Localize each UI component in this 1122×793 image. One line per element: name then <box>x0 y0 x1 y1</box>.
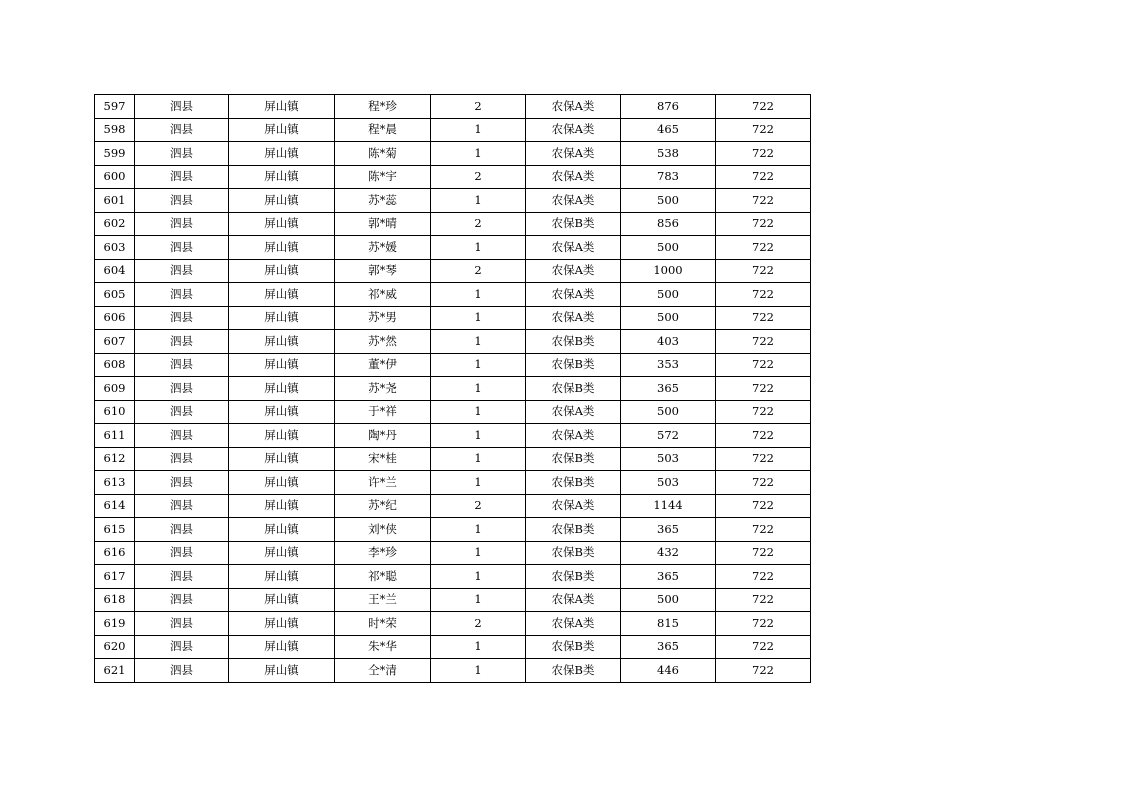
household-count-cell: 1 <box>431 635 526 659</box>
county-cell: 泗县 <box>135 447 229 471</box>
insurance-type-cell: 农保A类 <box>526 306 621 330</box>
table-row <box>95 259 811 283</box>
table-row <box>95 635 811 659</box>
insurance-type-cell: 农保A类 <box>526 424 621 448</box>
county-cell: 泗县 <box>135 283 229 307</box>
county-cell: 泗县 <box>135 588 229 612</box>
town-cell: 屏山镇 <box>229 118 335 142</box>
name-cell: 许*兰 <box>335 471 431 495</box>
name-cell: 朱*华 <box>335 635 431 659</box>
insurance-type-cell: 农保B类 <box>526 471 621 495</box>
county-cell: 泗县 <box>135 165 229 189</box>
county-cell: 泗县 <box>135 635 229 659</box>
town-cell: 屏山镇 <box>229 588 335 612</box>
row-number-cell: 603 <box>95 236 135 260</box>
household-count-cell: 2 <box>431 95 526 119</box>
name-cell: 李*珍 <box>335 541 431 565</box>
county-cell: 泗县 <box>135 142 229 166</box>
table-row <box>95 659 811 683</box>
name-cell: 苏*蕊 <box>335 189 431 213</box>
household-count-cell: 1 <box>431 518 526 542</box>
county-cell: 泗县 <box>135 612 229 636</box>
standard-cell: 722 <box>716 588 811 612</box>
town-cell: 屏山镇 <box>229 612 335 636</box>
row-number-cell: 604 <box>95 259 135 283</box>
town-cell: 屏山镇 <box>229 377 335 401</box>
town-cell: 屏山镇 <box>229 330 335 354</box>
row-number-cell: 616 <box>95 541 135 565</box>
household-count-cell: 1 <box>431 189 526 213</box>
name-cell: 郭*晴 <box>335 212 431 236</box>
row-number-cell: 609 <box>95 377 135 401</box>
standard-cell: 722 <box>716 377 811 401</box>
household-count-cell: 1 <box>431 377 526 401</box>
table-row <box>95 471 811 495</box>
row-number-cell: 610 <box>95 400 135 424</box>
name-cell: 苏*媛 <box>335 236 431 260</box>
household-count-cell: 1 <box>431 400 526 424</box>
row-number-cell: 602 <box>95 212 135 236</box>
county-cell: 泗县 <box>135 424 229 448</box>
table-row <box>95 377 811 401</box>
county-cell: 泗县 <box>135 494 229 518</box>
table-row <box>95 612 811 636</box>
name-cell: 董*伊 <box>335 353 431 377</box>
town-cell: 屏山镇 <box>229 471 335 495</box>
town-cell: 屏山镇 <box>229 565 335 589</box>
amount-cell: 500 <box>621 588 716 612</box>
name-cell: 宋*桂 <box>335 447 431 471</box>
town-cell: 屏山镇 <box>229 142 335 166</box>
town-cell: 屏山镇 <box>229 635 335 659</box>
standard-cell: 722 <box>716 565 811 589</box>
amount-cell: 856 <box>621 212 716 236</box>
row-number-cell: 612 <box>95 447 135 471</box>
town-cell: 屏山镇 <box>229 400 335 424</box>
standard-cell: 722 <box>716 635 811 659</box>
amount-cell: 783 <box>621 165 716 189</box>
household-count-cell: 1 <box>431 306 526 330</box>
household-count-cell: 2 <box>431 494 526 518</box>
county-cell: 泗县 <box>135 518 229 542</box>
insurance-type-cell: 农保A类 <box>526 259 621 283</box>
name-cell: 苏*然 <box>335 330 431 354</box>
insurance-type-cell: 农保B类 <box>526 541 621 565</box>
row-number-cell: 617 <box>95 565 135 589</box>
table-row <box>95 424 811 448</box>
name-cell: 陈*菊 <box>335 142 431 166</box>
standard-cell: 722 <box>716 494 811 518</box>
county-cell: 泗县 <box>135 353 229 377</box>
household-count-cell: 1 <box>431 447 526 471</box>
insurance-type-cell: 农保B类 <box>526 447 621 471</box>
table-row <box>95 353 811 377</box>
standard-cell: 722 <box>716 189 811 213</box>
name-cell: 陶*丹 <box>335 424 431 448</box>
town-cell: 屏山镇 <box>229 259 335 283</box>
town-cell: 屏山镇 <box>229 659 335 683</box>
insurance-type-cell: 农保B类 <box>526 377 621 401</box>
insurance-type-cell: 农保A类 <box>526 612 621 636</box>
household-count-cell: 2 <box>431 212 526 236</box>
table-body <box>95 95 811 683</box>
table-row <box>95 95 811 119</box>
table-row <box>95 306 811 330</box>
town-cell: 屏山镇 <box>229 165 335 189</box>
name-cell: 王*兰 <box>335 588 431 612</box>
amount-cell: 365 <box>621 377 716 401</box>
name-cell: 仝*清 <box>335 659 431 683</box>
county-cell: 泗县 <box>135 565 229 589</box>
standard-cell: 722 <box>716 165 811 189</box>
amount-cell: 1144 <box>621 494 716 518</box>
insurance-type-cell: 农保B类 <box>526 518 621 542</box>
insurance-type-cell: 农保A类 <box>526 400 621 424</box>
county-cell: 泗县 <box>135 377 229 401</box>
table-row <box>95 118 811 142</box>
amount-cell: 353 <box>621 353 716 377</box>
county-cell: 泗县 <box>135 259 229 283</box>
standard-cell: 722 <box>716 471 811 495</box>
insurance-type-cell: 农保A类 <box>526 165 621 189</box>
insurance-type-cell: 农保B类 <box>526 353 621 377</box>
town-cell: 屏山镇 <box>229 518 335 542</box>
town-cell: 屏山镇 <box>229 353 335 377</box>
town-cell: 屏山镇 <box>229 306 335 330</box>
amount-cell: 432 <box>621 541 716 565</box>
household-count-cell: 1 <box>431 142 526 166</box>
name-cell: 程*珍 <box>335 95 431 119</box>
household-count-cell: 1 <box>431 330 526 354</box>
amount-cell: 815 <box>621 612 716 636</box>
insurance-type-cell: 农保B类 <box>526 330 621 354</box>
amount-cell: 403 <box>621 330 716 354</box>
name-cell: 刘*侠 <box>335 518 431 542</box>
county-cell: 泗县 <box>135 236 229 260</box>
standard-cell: 722 <box>716 659 811 683</box>
household-count-cell: 1 <box>431 424 526 448</box>
name-cell: 郭*琴 <box>335 259 431 283</box>
town-cell: 屏山镇 <box>229 189 335 213</box>
table-row <box>95 541 811 565</box>
amount-cell: 500 <box>621 236 716 260</box>
household-count-cell: 1 <box>431 565 526 589</box>
town-cell: 屏山镇 <box>229 212 335 236</box>
insurance-type-cell: 农保A类 <box>526 283 621 307</box>
standard-cell: 722 <box>716 142 811 166</box>
household-count-cell: 1 <box>431 471 526 495</box>
table-row <box>95 165 811 189</box>
standard-cell: 722 <box>716 518 811 542</box>
town-cell: 屏山镇 <box>229 236 335 260</box>
county-cell: 泗县 <box>135 212 229 236</box>
amount-cell: 365 <box>621 635 716 659</box>
standard-cell: 722 <box>716 447 811 471</box>
insurance-type-cell: 农保B类 <box>526 212 621 236</box>
table-row <box>95 189 811 213</box>
town-cell: 屏山镇 <box>229 95 335 119</box>
standard-cell: 722 <box>716 353 811 377</box>
household-count-cell: 1 <box>431 118 526 142</box>
town-cell: 屏山镇 <box>229 494 335 518</box>
county-cell: 泗县 <box>135 118 229 142</box>
standard-cell: 722 <box>716 541 811 565</box>
amount-cell: 538 <box>621 142 716 166</box>
county-cell: 泗县 <box>135 330 229 354</box>
insurance-type-cell: 农保B类 <box>526 635 621 659</box>
town-cell: 屏山镇 <box>229 424 335 448</box>
household-count-cell: 2 <box>431 165 526 189</box>
county-cell: 泗县 <box>135 400 229 424</box>
county-cell: 泗县 <box>135 95 229 119</box>
row-number-cell: 600 <box>95 165 135 189</box>
insurance-type-cell: 农保A类 <box>526 189 621 213</box>
name-cell: 苏*纪 <box>335 494 431 518</box>
standard-cell: 722 <box>716 283 811 307</box>
household-count-cell: 1 <box>431 541 526 565</box>
row-number-cell: 615 <box>95 518 135 542</box>
insurance-type-cell: 农保A类 <box>526 142 621 166</box>
table-row <box>95 565 811 589</box>
data-table <box>94 94 811 683</box>
row-number-cell: 618 <box>95 588 135 612</box>
amount-cell: 365 <box>621 565 716 589</box>
row-number-cell: 601 <box>95 189 135 213</box>
standard-cell: 722 <box>716 212 811 236</box>
row-number-cell: 608 <box>95 353 135 377</box>
household-count-cell: 1 <box>431 588 526 612</box>
insurance-type-cell: 农保A类 <box>526 588 621 612</box>
row-number-cell: 606 <box>95 306 135 330</box>
table-row <box>95 447 811 471</box>
insurance-type-cell: 农保A类 <box>526 118 621 142</box>
town-cell: 屏山镇 <box>229 283 335 307</box>
standard-cell: 722 <box>716 306 811 330</box>
standard-cell: 722 <box>716 95 811 119</box>
standard-cell: 722 <box>716 424 811 448</box>
table-row <box>95 494 811 518</box>
household-count-cell: 1 <box>431 353 526 377</box>
county-cell: 泗县 <box>135 189 229 213</box>
row-number-cell: 605 <box>95 283 135 307</box>
amount-cell: 503 <box>621 471 716 495</box>
insurance-type-cell: 农保A类 <box>526 236 621 260</box>
standard-cell: 722 <box>716 400 811 424</box>
standard-cell: 722 <box>716 330 811 354</box>
row-number-cell: 619 <box>95 612 135 636</box>
name-cell: 祁*聪 <box>335 565 431 589</box>
name-cell: 陈*宇 <box>335 165 431 189</box>
row-number-cell: 607 <box>95 330 135 354</box>
name-cell: 苏*尧 <box>335 377 431 401</box>
household-count-cell: 2 <box>431 612 526 636</box>
county-cell: 泗县 <box>135 471 229 495</box>
row-number-cell: 620 <box>95 635 135 659</box>
insurance-type-cell: 农保B类 <box>526 659 621 683</box>
amount-cell: 1000 <box>621 259 716 283</box>
household-count-cell: 2 <box>431 259 526 283</box>
amount-cell: 500 <box>621 306 716 330</box>
insurance-type-cell: 农保B类 <box>526 565 621 589</box>
name-cell: 苏*男 <box>335 306 431 330</box>
table-row <box>95 236 811 260</box>
county-cell: 泗县 <box>135 306 229 330</box>
amount-cell: 503 <box>621 447 716 471</box>
name-cell: 程*晨 <box>335 118 431 142</box>
amount-cell: 500 <box>621 283 716 307</box>
household-count-cell: 1 <box>431 283 526 307</box>
amount-cell: 500 <box>621 400 716 424</box>
row-number-cell: 597 <box>95 95 135 119</box>
standard-cell: 722 <box>716 118 811 142</box>
table-row <box>95 283 811 307</box>
standard-cell: 722 <box>716 259 811 283</box>
county-cell: 泗县 <box>135 659 229 683</box>
table-row <box>95 330 811 354</box>
row-number-cell: 599 <box>95 142 135 166</box>
town-cell: 屏山镇 <box>229 541 335 565</box>
table-row <box>95 518 811 542</box>
amount-cell: 465 <box>621 118 716 142</box>
table-row <box>95 142 811 166</box>
amount-cell: 500 <box>621 189 716 213</box>
county-cell: 泗县 <box>135 541 229 565</box>
name-cell: 祁*威 <box>335 283 431 307</box>
table-row <box>95 212 811 236</box>
table-row <box>95 588 811 612</box>
row-number-cell: 613 <box>95 471 135 495</box>
row-number-cell: 614 <box>95 494 135 518</box>
row-number-cell: 611 <box>95 424 135 448</box>
amount-cell: 572 <box>621 424 716 448</box>
amount-cell: 446 <box>621 659 716 683</box>
household-count-cell: 1 <box>431 236 526 260</box>
table-row <box>95 400 811 424</box>
standard-cell: 722 <box>716 612 811 636</box>
row-number-cell: 621 <box>95 659 135 683</box>
name-cell: 于*祥 <box>335 400 431 424</box>
insurance-type-cell: 农保A类 <box>526 494 621 518</box>
insurance-type-cell: 农保A类 <box>526 95 621 119</box>
amount-cell: 876 <box>621 95 716 119</box>
standard-cell: 722 <box>716 236 811 260</box>
household-count-cell: 1 <box>431 659 526 683</box>
amount-cell: 365 <box>621 518 716 542</box>
town-cell: 屏山镇 <box>229 447 335 471</box>
name-cell: 时*荣 <box>335 612 431 636</box>
row-number-cell: 598 <box>95 118 135 142</box>
